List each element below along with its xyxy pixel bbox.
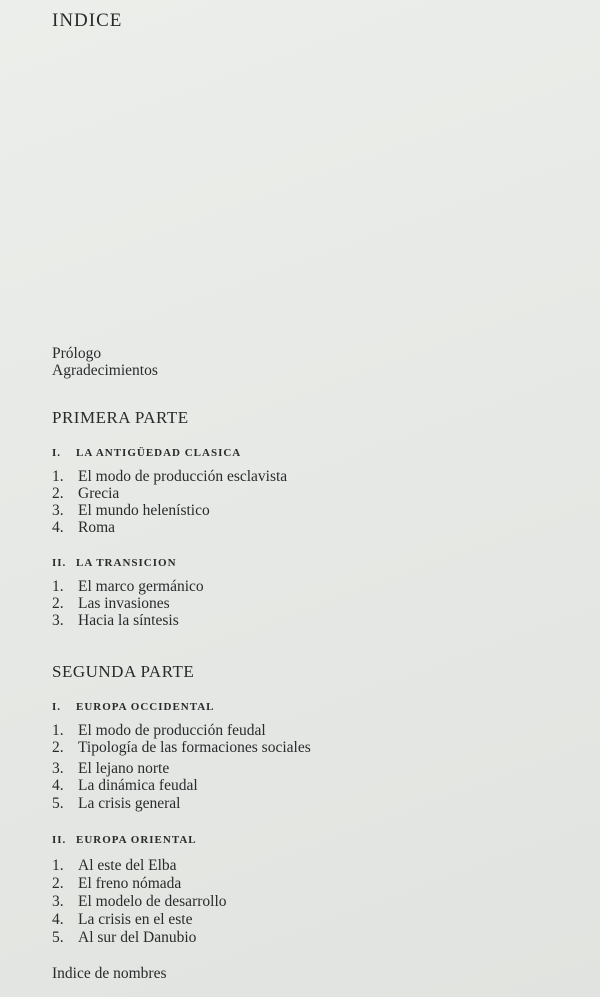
entry-title: El modo de producción esclavista bbox=[78, 468, 288, 485]
entry-number: 2. bbox=[52, 485, 64, 502]
chapter-title: LA ANTIGÜEDAD CLASICA bbox=[76, 447, 242, 459]
entry-title: Al este del Elba bbox=[78, 857, 177, 874]
chapter-numeral: I. bbox=[52, 447, 62, 459]
entry-number: 4. bbox=[52, 519, 64, 536]
toc-entry bbox=[52, 595, 170, 613]
chapter-numeral: I. bbox=[52, 701, 62, 713]
toc-entry bbox=[52, 612, 179, 630]
entry-title: El lejano norte bbox=[78, 760, 170, 777]
entry-number: 5. bbox=[52, 795, 64, 812]
entry-number: 4. bbox=[52, 777, 64, 794]
entry-number: 2. bbox=[52, 875, 64, 892]
entry-number: 2. bbox=[52, 595, 64, 612]
toc-entry bbox=[52, 485, 119, 503]
toc-entry bbox=[52, 795, 180, 813]
front-matter-prologo: Prólogo bbox=[52, 345, 102, 362]
entry-title: El mundo helenístico bbox=[78, 502, 210, 519]
entry-number: 2. bbox=[52, 739, 64, 756]
toc-entry bbox=[52, 857, 177, 875]
toc-entry bbox=[52, 929, 196, 947]
chapter-heading bbox=[52, 447, 241, 459]
entry-title: Roma bbox=[78, 519, 116, 536]
entry-number: 3. bbox=[52, 612, 64, 629]
entry-number: 3. bbox=[52, 893, 64, 910]
chapter-numeral: II. bbox=[52, 557, 67, 569]
toc-entry bbox=[52, 502, 210, 520]
part-title-segunda: SEGUNDA PARTE bbox=[52, 662, 195, 681]
entry-number: 1. bbox=[52, 468, 64, 485]
entry-title: Hacia la síntesis bbox=[78, 612, 179, 629]
entry-number: 4. bbox=[52, 911, 64, 928]
back-matter-index-of-names: Indice de nombres bbox=[52, 965, 167, 982]
entry-title: Tipología de las formaciones sociales bbox=[78, 739, 311, 756]
entry-title: Al sur del Danubio bbox=[78, 929, 197, 946]
toc-entry bbox=[52, 911, 192, 929]
entry-title: La dinámica feudal bbox=[78, 777, 198, 794]
chapter-title: EUROPA OCCIDENTAL bbox=[76, 701, 215, 713]
entry-title: El marco germánico bbox=[78, 578, 204, 595]
entry-title: La crisis en el este bbox=[78, 911, 193, 928]
toc-entry bbox=[52, 468, 287, 486]
part-title-primera: PRIMERA PARTE bbox=[52, 408, 189, 427]
entry-number: 3. bbox=[52, 502, 64, 519]
entry-number: 5. bbox=[52, 929, 64, 946]
chapter-heading bbox=[52, 834, 197, 846]
entry-number: 1. bbox=[52, 578, 64, 595]
chapter-numeral: II. bbox=[52, 834, 67, 846]
entry-title: Grecia bbox=[78, 485, 120, 502]
entry-title: La crisis general bbox=[78, 795, 181, 812]
toc-entry bbox=[52, 519, 115, 537]
entry-title: El modo de producción feudal bbox=[78, 722, 266, 739]
entry-title: El freno nómada bbox=[78, 875, 182, 892]
entry-number: 1. bbox=[52, 722, 64, 739]
chapter-title: LA TRANSICION bbox=[76, 557, 177, 569]
chapter-heading bbox=[52, 701, 215, 713]
toc-entry bbox=[52, 578, 204, 596]
chapter-heading bbox=[52, 557, 177, 569]
toc-entry bbox=[52, 739, 311, 757]
toc-entry bbox=[52, 777, 198, 795]
entry-number: 3. bbox=[52, 760, 64, 777]
toc-entry bbox=[52, 722, 266, 740]
toc-entry bbox=[52, 875, 181, 893]
toc-entry bbox=[52, 893, 227, 911]
toc-entry bbox=[52, 760, 169, 778]
entry-title: Las invasiones bbox=[78, 595, 170, 612]
front-matter-agradecimientos: Agradecimientos bbox=[52, 362, 158, 379]
index-heading: INDICE bbox=[52, 10, 123, 31]
entry-title: El modelo de desarrollo bbox=[78, 893, 227, 910]
entry-number: 1. bbox=[52, 857, 64, 874]
chapter-title: EUROPA ORIENTAL bbox=[76, 834, 197, 846]
